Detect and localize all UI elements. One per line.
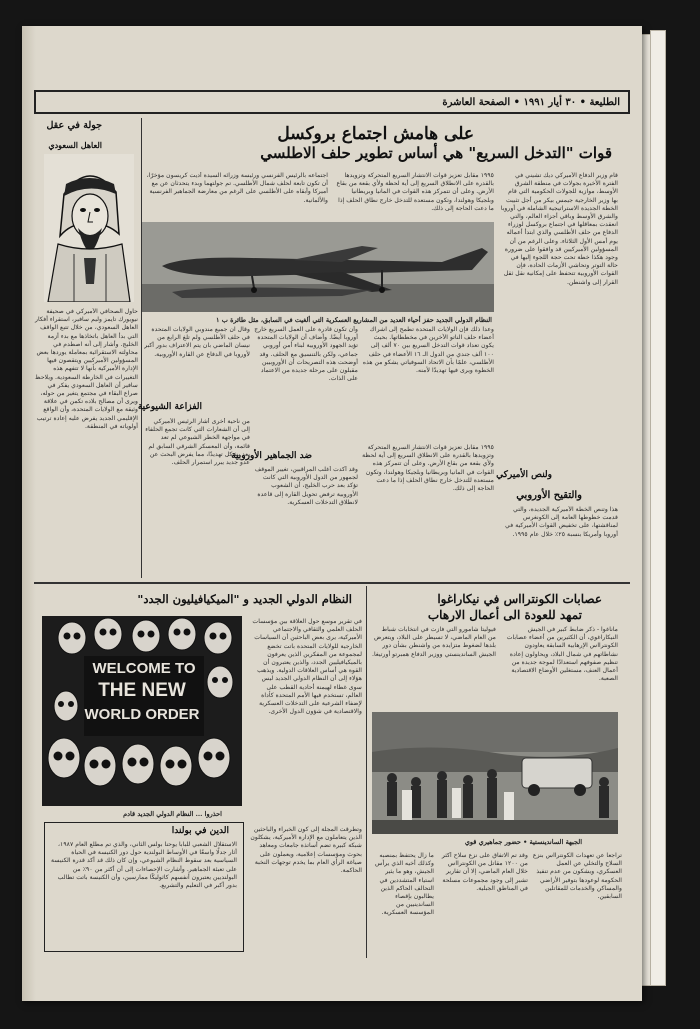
king-caricature (44, 154, 134, 302)
church-box-body: الاستقلال الشعبي للبابا يوحنا بولس الثاني، والذي تم مطلع العام ١٩٨٧، أثار جدلًا واسعًا في الأوساط البولندية حول دور الكنيسة في الحياة السياسية بعد سقوط النظام الشيوعي، وإن كان ذلك قد أكد قدرة الكنيسة على تعبئة الجماهير. وأشارت الإحصاءات إلى أن أكثر من ٩٠٪ من البولنديين يعتبرون أنفسهم كاثوليكًا ممارسين، وأن الكنيسة باتت تطالب بدور أكبر في التعليم والتشريع. (51, 841, 237, 890)
nicaragua-headline-1: عصابات الكونترااس في نيكاراغوا (437, 592, 602, 606)
nicaragua-headline-2: تمهد للعودة الى أعمال الارهاب (427, 608, 582, 622)
page-header-text: الطليعة • ٣٠ أيار ١٩٩١ • الصفحة العاشرة (442, 96, 620, 108)
nwo-headline: النظام الدولي الجديد و "الميكيافيليون الجدد" (137, 592, 352, 606)
bomber-photo-caption: النظام الدولي الجديد حفز أحياء العديد من المشاريع العسكرية التي ألغيت في السابق، مثل طائرة ب ١ (215, 316, 492, 324)
nicaragua-col-2: وقد تم الاتفاق على نزع سلاح أكثر من ١٢٠٠ مقاتل من الكونترااس خلال العام الماضي، إلا أن تقارير تشير إلى وجود مجموعات مسلحة في المناطق الجبلية. (441, 852, 528, 892)
column-section-title: جولة في عقل (46, 120, 102, 131)
nicaragua-body-right: ماناغوا - ذكر ضابط كبير في الجيش النيكاراغوي، أن الكثيرين من أعضاء عصابات الكونترااس الإرهابية السابقة يعاودون نشاطاتهم في شمال البلاد، ويحاولون إعادة تنظيم صفوفهم استعدادًا لموجة جديدة من أعمال العنف، مستغلين الأوضاع الاقتصادية الصعبة. (506, 626, 618, 683)
main-col-a2: ١٩٩٥ مقابل تعزيز قوات الانتشار السريع المتحركة وتزويدها بالقدرة على الانطلاق السريع إلى أية لحظة ولأي بقعة من بقاع الأرض. وعلى أن تتمركز هذه القوات في المانيا وبريطانيا وبلجيكا وهولندا، وتكون مستعدة للتدخل خارج نطاق الحلف إذا ما دعت الحاجة إلى ذلك. (362, 444, 494, 493)
bottom-column-divider (366, 586, 367, 958)
main-body-mid: ١٩٩٥ مقابل تعزيز قوات الانتشار السريع المتحركة وتزويدها بالقدرة على الانطلاق السريع إلى أية لحظة ولأي بقعة من بقاع الأرض. وعلى أن تتمركز هذه القوات في المانيا وبريطانيا وبلجيكا وهولندا، وتكون مستعدة للتدخل خارج نطاق الحلف إذا ما دعت الحاجة إلى ذلك. (336, 172, 494, 212)
nwo-skulls-photo (42, 616, 242, 806)
paper-stack-sheet (650, 30, 666, 986)
nwo-photo-caption: احذروا ... النظام الدولي الجديد قادم (123, 810, 222, 818)
main-col-r2: هذا وتنص الخطة الأميركية الجديدة، والتي قدمت خطوطها العامة إلى الكونغرس لمناقشتها، على تخفيض القوات الأميركية في أوروبا وأمريكا بنسبة ٢٥٪ خلال عام ١٩٩٥. (505, 506, 618, 538)
nicaragua-col-1: تراجعا عن تعهدات الكونترااس بنزع السلاح والتخلي عن العمل العسكري، ويشكون من عدم تنفيذ الحكومة لوعودها بتوفير الأراضي والمساكن والخدمات للمقاتلين السابقين. (532, 852, 622, 901)
main-subhead-europe: ضد الجماهير الأوروبية (231, 451, 312, 461)
sandinista-photo-caption: الجبهة الساندينستية • حضور جماهيري قوي (464, 838, 582, 846)
sandinista-crowd-photo (372, 712, 618, 834)
main-body-left: اجتماعه بالرئيس الفرنسي ورئيسة وزرائه السيدة أديت كريسون مؤخرًا، أن تكون تابعة لحلف شمال الأطلسي. تم جولتهما وبدء يتحدثان عن مع أميركا وأبقاه على الأطلسي على الرغم من معارضة الجماهير الفرنسية والألمانية. (146, 172, 328, 204)
main-subhead-us: ولنص الأميركي (496, 470, 552, 480)
column-name-title: العاهل السعودي (48, 140, 102, 150)
main-col-b: وأن تكون قادرة على العمل السريع خارج أوروبا أيضًا. وأضاف أن الولايات المتحدة تؤيد الجهود الأوروبية لبناء أمن أوروبي جماعي، ولكن بالتنسيق مع الحلف. وقد أوضحت هذه التصريحات أن الأوروبيين مقبلون على مرحلة جديدة من الاعتماد على الذات. (254, 326, 358, 383)
main-col-c2: من ناحية أخرى أشار الرئيس الأميركي إلى أن الشعارات التي كانت تجمع الحلفاء في مواجهة الخطر الشيوعي لم تعد قائمة، وأن المعسكر الشرقي السابق لم يعد يشكل تهديدًا، مما يفرض البحث عن عدو جديد يبرر استمرار الحلف. (145, 418, 250, 467)
main-col-a: وعدا ذلك فإن الولايات المتحدة تطمح إلى اشراك أعضاء حلف الناتو الآخرين في مخططاتها. بحيث يكون تعداد قوات التدخل السريع بين ٧٠ ألف إلى ١٠٠ ألف جندي من الدول الـ ١٦ الأعضاء في حلف الأطلسي، علمًا بأن الاتحاد السوفياتي يشكو من هذه الخطوة ويرى فيها تهديدًا لأمنه. (362, 326, 494, 375)
main-subhead-fear: الفزاعة الشيوعية (137, 402, 202, 412)
main-col-c: وقال ان جميع مندوبي الولايات المتحدة في حلف الأطلسي ولم تلغ الرابع من نيسان الماضي بان يتم الاعتراف بدور أكبر لأوروبا في الدفاع عن القارة الأوروبية. (144, 326, 250, 358)
section-divider (34, 582, 630, 584)
nwo-banner-line3: WORLD ORDER (84, 706, 200, 723)
nwo-body: في تقرير موسع حول العلاقة بين مؤسسات الحلف العلمي والثقافي والاجتماعي الأميركية، يرى بعض الباحثين أن السياسات الخارجية للولايات المتحدة باتت تخضع لمجموعة من المفكرين الذين يعرفون بالميكيافيليين الجدد، والذين يعتبرون أن القوة هي أساس العلاقات الدولية. ويذهب هؤلاء إلى أن النظام الدولي الجديد ليس سوى غطاء لهيمنة أحادية القطب على العالم، تستخدم فيها الأمم المتحدة كأداة لإضفاء الشرعية على التدخلات العسكرية والاقتصادية في شؤون الدول الأخرى. (252, 618, 362, 716)
church-box-title: الدين في بولندا (171, 826, 229, 836)
nwo-banner-line1: WELCOME TO (92, 660, 196, 677)
column-divider (141, 118, 142, 578)
column-body: حاول الصحافي الأميركي في صحيفة نيويورك تايمز وليم سافير، استقراء أفكار العاهل السعودي، من خلال تتبع الواقف التي بدأ العاهل باتخاذها مع بدء أزمة الخليج. وأشار إلى أنه اصطدم في محاولته الاستقرائية بمعاملة يوردها بعض المسؤولين الأميركيين ويتقصون فيها الإدارة الأميركية بأنها لا تتفهم هذه التغييرات في الخارطة السعودية. ويلاحظ سافير أن العاهل السعودي يفكر في صراع البقاء في مجتمع يتغير من حوله، ويرى أن مصالح بلاده تكمن في علاقة وثيقة مع الولايات المتحدة، وأن الواقع الإقليمي الجديد يفرض عليه إعادة ترتيب أولوياته في المنطقة. (34, 308, 138, 430)
bomber-photo (142, 222, 494, 312)
nwo-body-2: وتطرقت المجلة إلى كون الخبراء والباحثين الذين يتعاملون مع الإدارة الأميركية، يشكلون شبكة كبيرة تضم أساتذة جامعات ومعاهد بحوث ومؤسسات إعلامية، ويعملون على صياغة الرأي العام بما يخدم توجهات النخبة الحاكمة. (250, 826, 362, 875)
main-headline: قوات "التدخل السريع" هي أساس تطوير حلف الاطلسي (260, 144, 612, 162)
newspaper-page (22, 26, 642, 1001)
nicaragua-col-3: ما زال يحتفظ بمنصبه وكذلك أخيه الذي يرأس الجيش، وهو ما يثير استياء المتشددين في التحالف الحاكم الذين يطالبون بإقصاء الساندينيين من المؤسسة العسكرية. (374, 852, 434, 917)
nwo-banner-line2: THE NEW (98, 680, 186, 701)
nicaragua-body-left: فيوليتا شامورو التي فازت في انتخابات شباط من العام الماضي، لا تسيطر على البلاد، ويتعرض بلدها لضغوط متزايدة من واشنطن بشأن دور الجيش الساندينستي ووزير الدفاع همبرتو أورتيغا. (372, 626, 496, 658)
main-body-right: قام وزير الدفاع الأميركي ديك تشيني في الفترة الأخيرة بجولات في منطقة الشرق الأوسط، موازية للجولات الحكومية التي قام بها وزير الخارجية جيمس بيكر من أجل تثبيت الخطة الجديدة الاستراتيجية الشاملة في أوروبا والشرق الأوسط وباقي أجزاء العالم، والتي انعقدت بمعاقلها في اجتماع بروكسل لوزراء الدفاع من حلف الأطلسي والذي ابتدأ أعماله يوم أمس الأول الثلاثاء. وعلى الرغم من أن المسؤولين الأميركيين قد وافقوا على ضرورة وجود هكذا خطة تحت حجة اللجوء إليها في حالة التوتر وتحاشي الأزمات الحادة، فإن القوات الأوروبية تتحفظ على إمكانية نقل ثقل القرار إلى واشنطن. (500, 172, 618, 286)
church-box (44, 822, 244, 952)
page-header-bar (34, 90, 630, 114)
main-kicker: على هامش اجتماع بروكسل (277, 124, 474, 144)
main-subhead-vetting: والتقيح الأوروبي (516, 490, 582, 501)
main-col-b2: وقد أكدت أغلب المراقبين، تغيير الموقف لجمهور من الدول الأوروبية التي كانت تؤكد بعد حرب الخليج، أن الشعوب الأوروبية ترفض تحويل القارة إلى قاعدة لانطلاق التدخلات العسكرية. (254, 466, 358, 506)
